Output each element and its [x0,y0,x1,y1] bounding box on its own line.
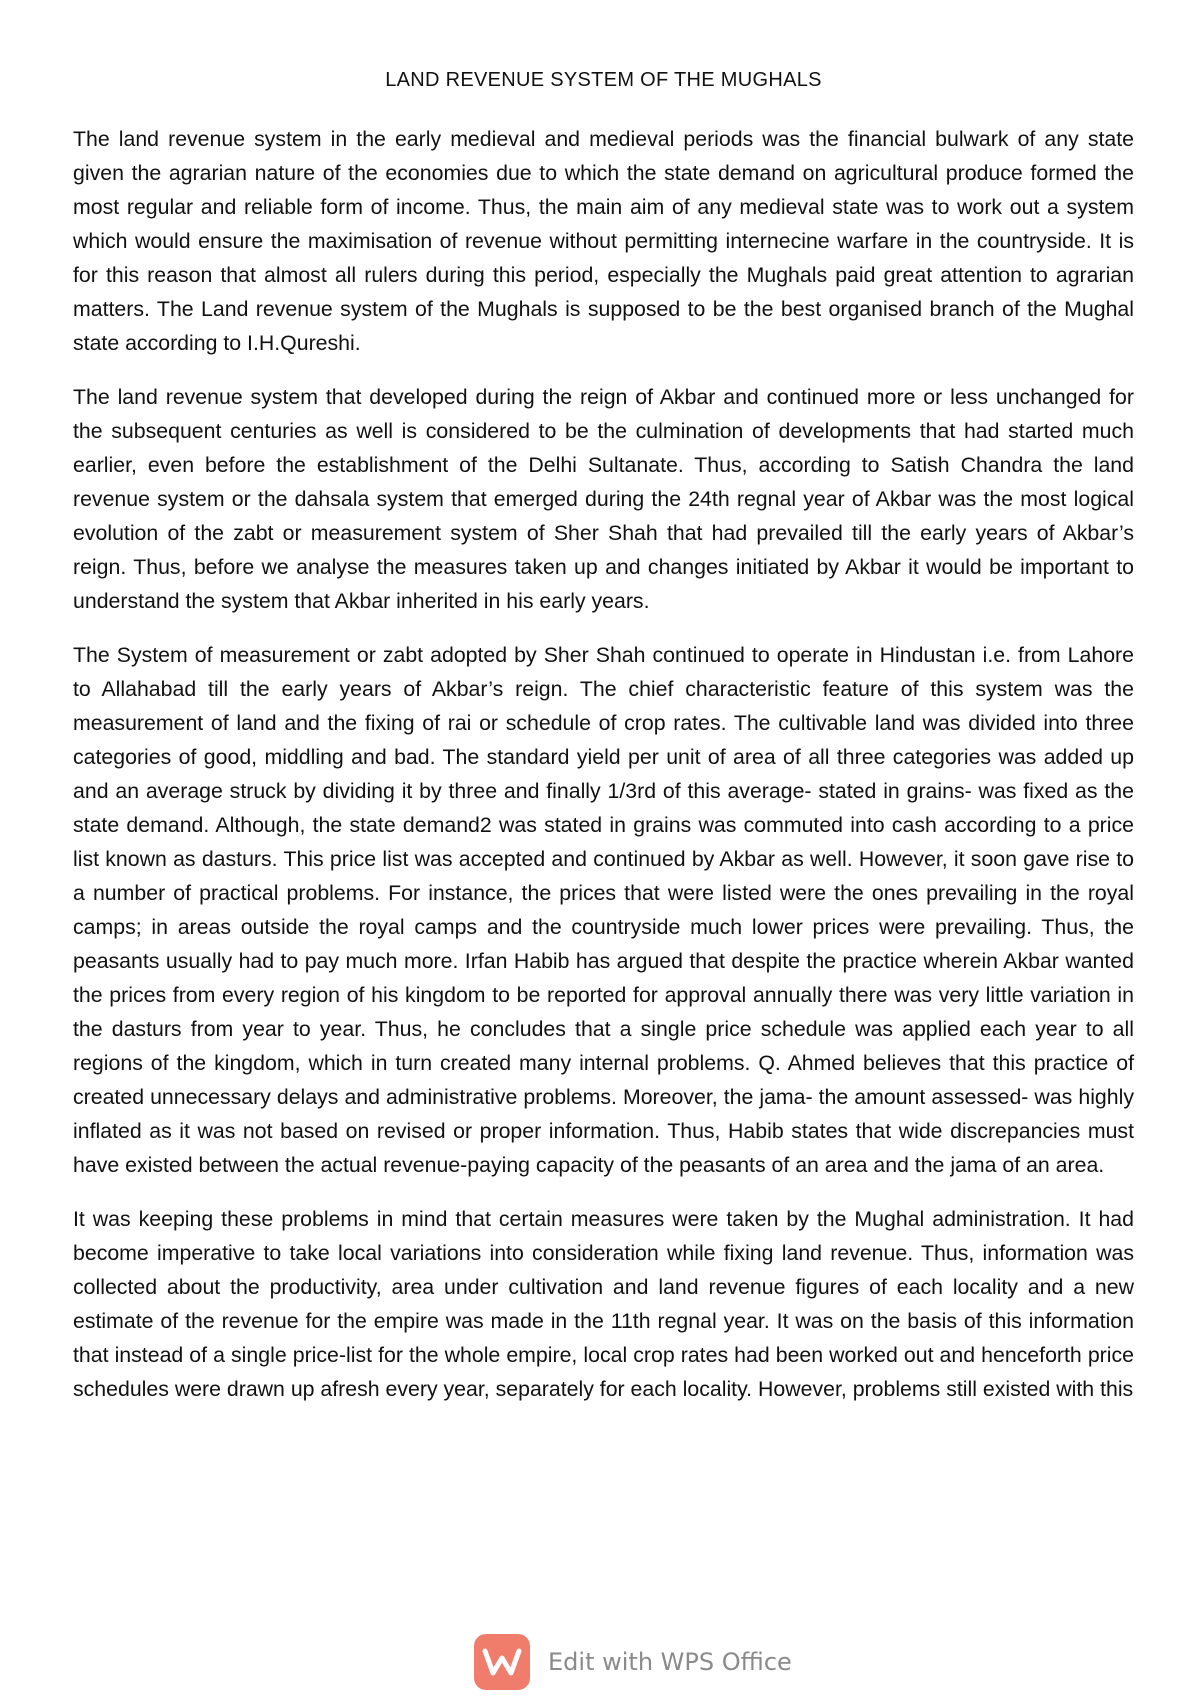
wps-watermark[interactable] [474,1634,792,1690]
document-title: LAND REVENUE SYSTEM OF THE MUGHALS [385,69,822,91]
paragraph-2: The land revenue system that developed during the reign of Akbar and continued more or less unchanged for the subsequent centuries as well is considered to be the culmination of developments that had started much earlier, even before the establishment of the Delhi Sultanate. Thus, according to Satish Chandra the land revenue system or the dahsala system that emerged during the 24th regnal year of Akbar was the most logical evolution of the zabt or measurement system of Sher Shah that had prevailed till the early years of Akbar’s reign. Thus, before we analyse the measures taken up and changes initiated by Akbar it would be important to understand the system that Akbar inherited in his early years. [73,385,1134,613]
paragraph-4: It was keeping these problems in mind that certain measures were taken by the Mughal administration. It had become imperative to take local variations into consideration while fixing land revenue. Thus, information was collected about the productivity, area under cultivation and land revenue figures of each locality and a new estimate of the revenue for the empire was made in the 11th regnal year. It was on the basis of this information that instead of a single price-list for the whole empire, local crop rates had been worked out and henceforth price schedules were drawn up afresh every year, separately for each locality. However, problems still existed with this [73,1207,1134,1401]
paragraph-3: The System of measurement or zabt adopted by Sher Shah continued to operate in Hindustan i.e. from Lahore to Allahabad till the early years of Akbar’s reign. The chief characteristic feature of this system was the measurement of land and the fixing of rai or schedule of crop rates. The cultivable land was divided into three categories of good, middling and bad. The standard yield per unit of area of all three categories was added up and an average struck by dividing it by three and finally 1/3rd of this average- stated in grains- was fixed as the state demand. Although, the state demand2 was stated in grains was commuted into cash according to a price list known as dasturs. This price list was accepted and continued by Akbar as well. However, it soon gave rise to a number of practical problems. For instance, the prices that were listed were the ones prevailing in the royal camps; in areas outside the royal camps and the countryside much lower prices were prevailing. Thus, the peasants usually had to pay much more. Irfan Habib has argued that despite the practice wherein Akbar wanted the prices from every region of his kingdom to be reported for approval annually there was very little variation in the dasturs from year to year. Thus, he concludes that a single price schedule was applied each year to all regions of the kingdom, which in turn created many internal problems. Q. Ahmed believes that this practice of created unnecessary delays and administrative problems. Moreover, the jama- the amount assessed- was highly inflated as it was not based on revised or proper information. Thus, Habib states that wide discrepancies must have existed between the actual revenue-paying capacity of the peasants of an area and the jama of an area. [73,643,1134,1177]
wps-office-logo-icon [474,1634,530,1690]
watermark-text: Edit with WPS Office [548,1648,792,1676]
paragraph-1: The land revenue system in the early medieval and medieval periods was the financial bulwark of any state given the agrarian nature of the economies due to which the state demand on agricultural produce formed the most regular and reliable form of income. Thus, the main aim of any medieval state was to work out a system which would ensure the maximisation of revenue without permitting internecine warfare in the countryside. It is for this reason that almost all rulers during this period, especially the Mughals paid great attention to agrarian matters. The Land revenue system of the Mughals is supposed to be the best organised branch of the Mughal state according to I.H.Qureshi. [73,127,1134,355]
document-page [73,68,1134,1426]
